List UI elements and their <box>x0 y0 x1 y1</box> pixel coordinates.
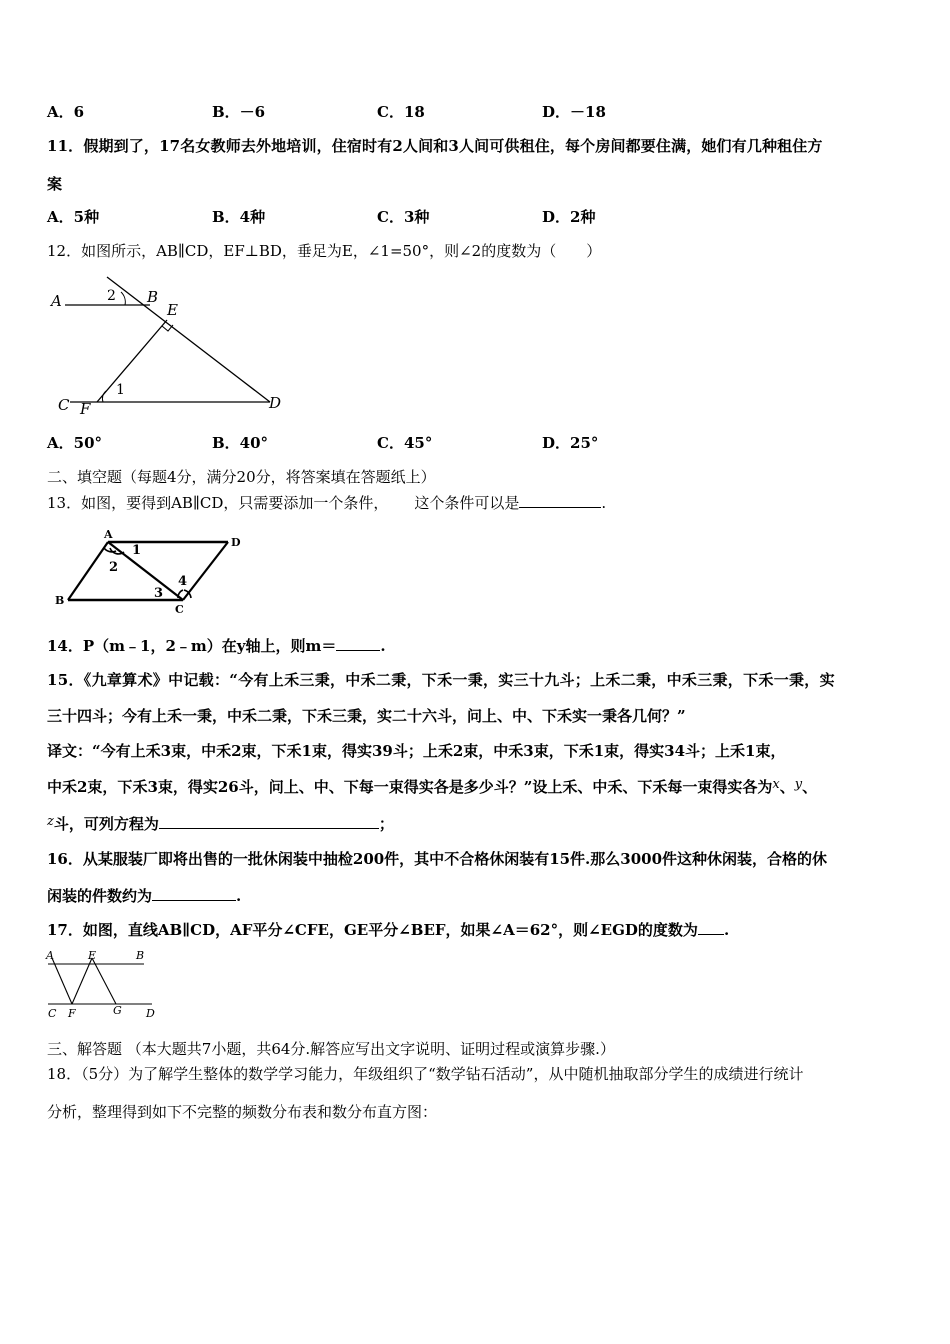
q12-figure <box>45 272 295 422</box>
q11-text-line2: 案 <box>47 175 63 193</box>
q15-var-z: z <box>47 814 54 829</box>
q12-label-1: 1 <box>116 382 125 398</box>
q13-label-d: D <box>231 536 241 549</box>
q12-label-f: F <box>80 400 91 418</box>
q15-line1: 15．《九章算术》中记载：“今有上禾三秉，中禾二秉，下禾一秉，实三十九斗；上禾二秉，中禾三秉，下禾一秉，实 <box>47 671 835 689</box>
q12-option-a: A．50° <box>47 434 103 452</box>
q17-label-f: F <box>68 1007 76 1020</box>
q12-label-a: A <box>51 292 62 310</box>
q12-option-b: B．40° <box>212 434 269 452</box>
q12-option-d: D．25° <box>542 434 599 452</box>
q17-label-b: B <box>136 949 145 962</box>
q10-option-d: D．－18 <box>542 103 606 121</box>
q11-option-c: C．3种 <box>377 208 430 226</box>
q15-var-x: x <box>772 777 780 792</box>
q15-line5: z斗，可列方程为 ； <box>47 814 394 833</box>
q12-text: 12．如图所示，AB∥CD，EF⊥BD，垂足为E，∠1=50°，则∠2的度数为（ ） <box>47 242 602 260</box>
q13-text: 13．如图，要得到AB∥CD，只需要添加一个条件， 这个条件可以是 . <box>47 494 607 512</box>
q10-option-c: C．18 <box>377 103 425 121</box>
q17-label-c: C <box>48 1007 57 1020</box>
q10-option-a: A．6 <box>47 103 85 121</box>
q11-option-a: A．5种 <box>47 208 100 226</box>
q15-line3: 译文：“今有上禾3束，中禾2束，下禾1束，得实39斗；上禾2束，中禾3束，下禾1束，得实34斗；上禾1束， <box>47 742 786 760</box>
section3-title: 三、解答题 （本大题共7小题，共64分.解答应写出文字说明、证明过程或演算步骤.） <box>47 1040 615 1058</box>
q13-label-4: 4 <box>178 574 188 589</box>
q12-option-c: C．45° <box>377 434 433 452</box>
section2-title: 二、填空题（每题4分，满分20分，将答案填在答题纸上） <box>47 468 436 486</box>
q12-label-e: E <box>167 301 178 319</box>
q17-label-d: D <box>146 1007 155 1020</box>
q16-line1: 16．从某服装厂即将出售的一批休闲装中抽检200件，其中不合格休闲装有15件.那么3000件这种休闲装，合格的休 <box>47 850 828 868</box>
q17-label-a: A <box>46 949 54 962</box>
q17-label-g: G <box>113 1004 122 1017</box>
q17-label-e: E <box>88 949 97 962</box>
q12-label-2: 2 <box>107 288 116 304</box>
q10-option-b: B．－6 <box>212 103 266 121</box>
q15-var-y: y <box>794 777 803 792</box>
q18-line1: 18．（5分）为了解学生整体的数学学习能力，年级组织了“数学钻石活动”，从中随机抽取部分学生的成绩进行统计 <box>47 1065 804 1083</box>
q15-line4: 中禾2束，下禾3束，得实26斗，问上、中、下每一束得实各是多少斗？”设上禾、中禾、下禾每一束得实各为x、y、 <box>47 777 818 796</box>
q12-label-b: B <box>147 288 159 306</box>
q12-label-d: D <box>269 394 282 412</box>
q11-option-b: B．4种 <box>212 208 266 226</box>
q13-label-b: B <box>55 594 65 607</box>
q17-figure <box>44 946 164 1022</box>
q18-line2: 分析，整理得到如下不完整的频数分布表和数分布直方图： <box>47 1103 438 1121</box>
q13-label-3: 3 <box>154 586 164 601</box>
q13-figure <box>50 528 250 618</box>
q11-option-d: D．2种 <box>542 208 596 226</box>
q11-text-line1: 11．假期到了，17名女教师去外地培训，住宿时有2人间和3人间可供租住，每个房间都要住满，她们有几种租住方 <box>47 137 823 155</box>
q17-text: 17．如图，直线AB∥CD，AF平分∠CFE，GE平分∠BEF，如果∠A＝62°，则∠EGD的度数为 . <box>47 921 730 939</box>
q16-line2: 闲装的件数约为 . <box>47 887 242 905</box>
q13-label-1: 1 <box>132 543 142 558</box>
q13-label-c: C <box>175 603 184 616</box>
q12-label-c: C <box>58 396 70 414</box>
q14-text: 14．P（m﹣1，2﹣m）在y轴上，则m＝ . <box>47 637 386 655</box>
q13-label-2: 2 <box>109 560 119 575</box>
q13-label-a: A <box>104 528 113 541</box>
q15-line2: 三十四斗；今有上禾一秉，中禾二秉，下禾三秉，实二十六斗，问上、中、下禾实一秉各几何？” <box>47 707 686 725</box>
